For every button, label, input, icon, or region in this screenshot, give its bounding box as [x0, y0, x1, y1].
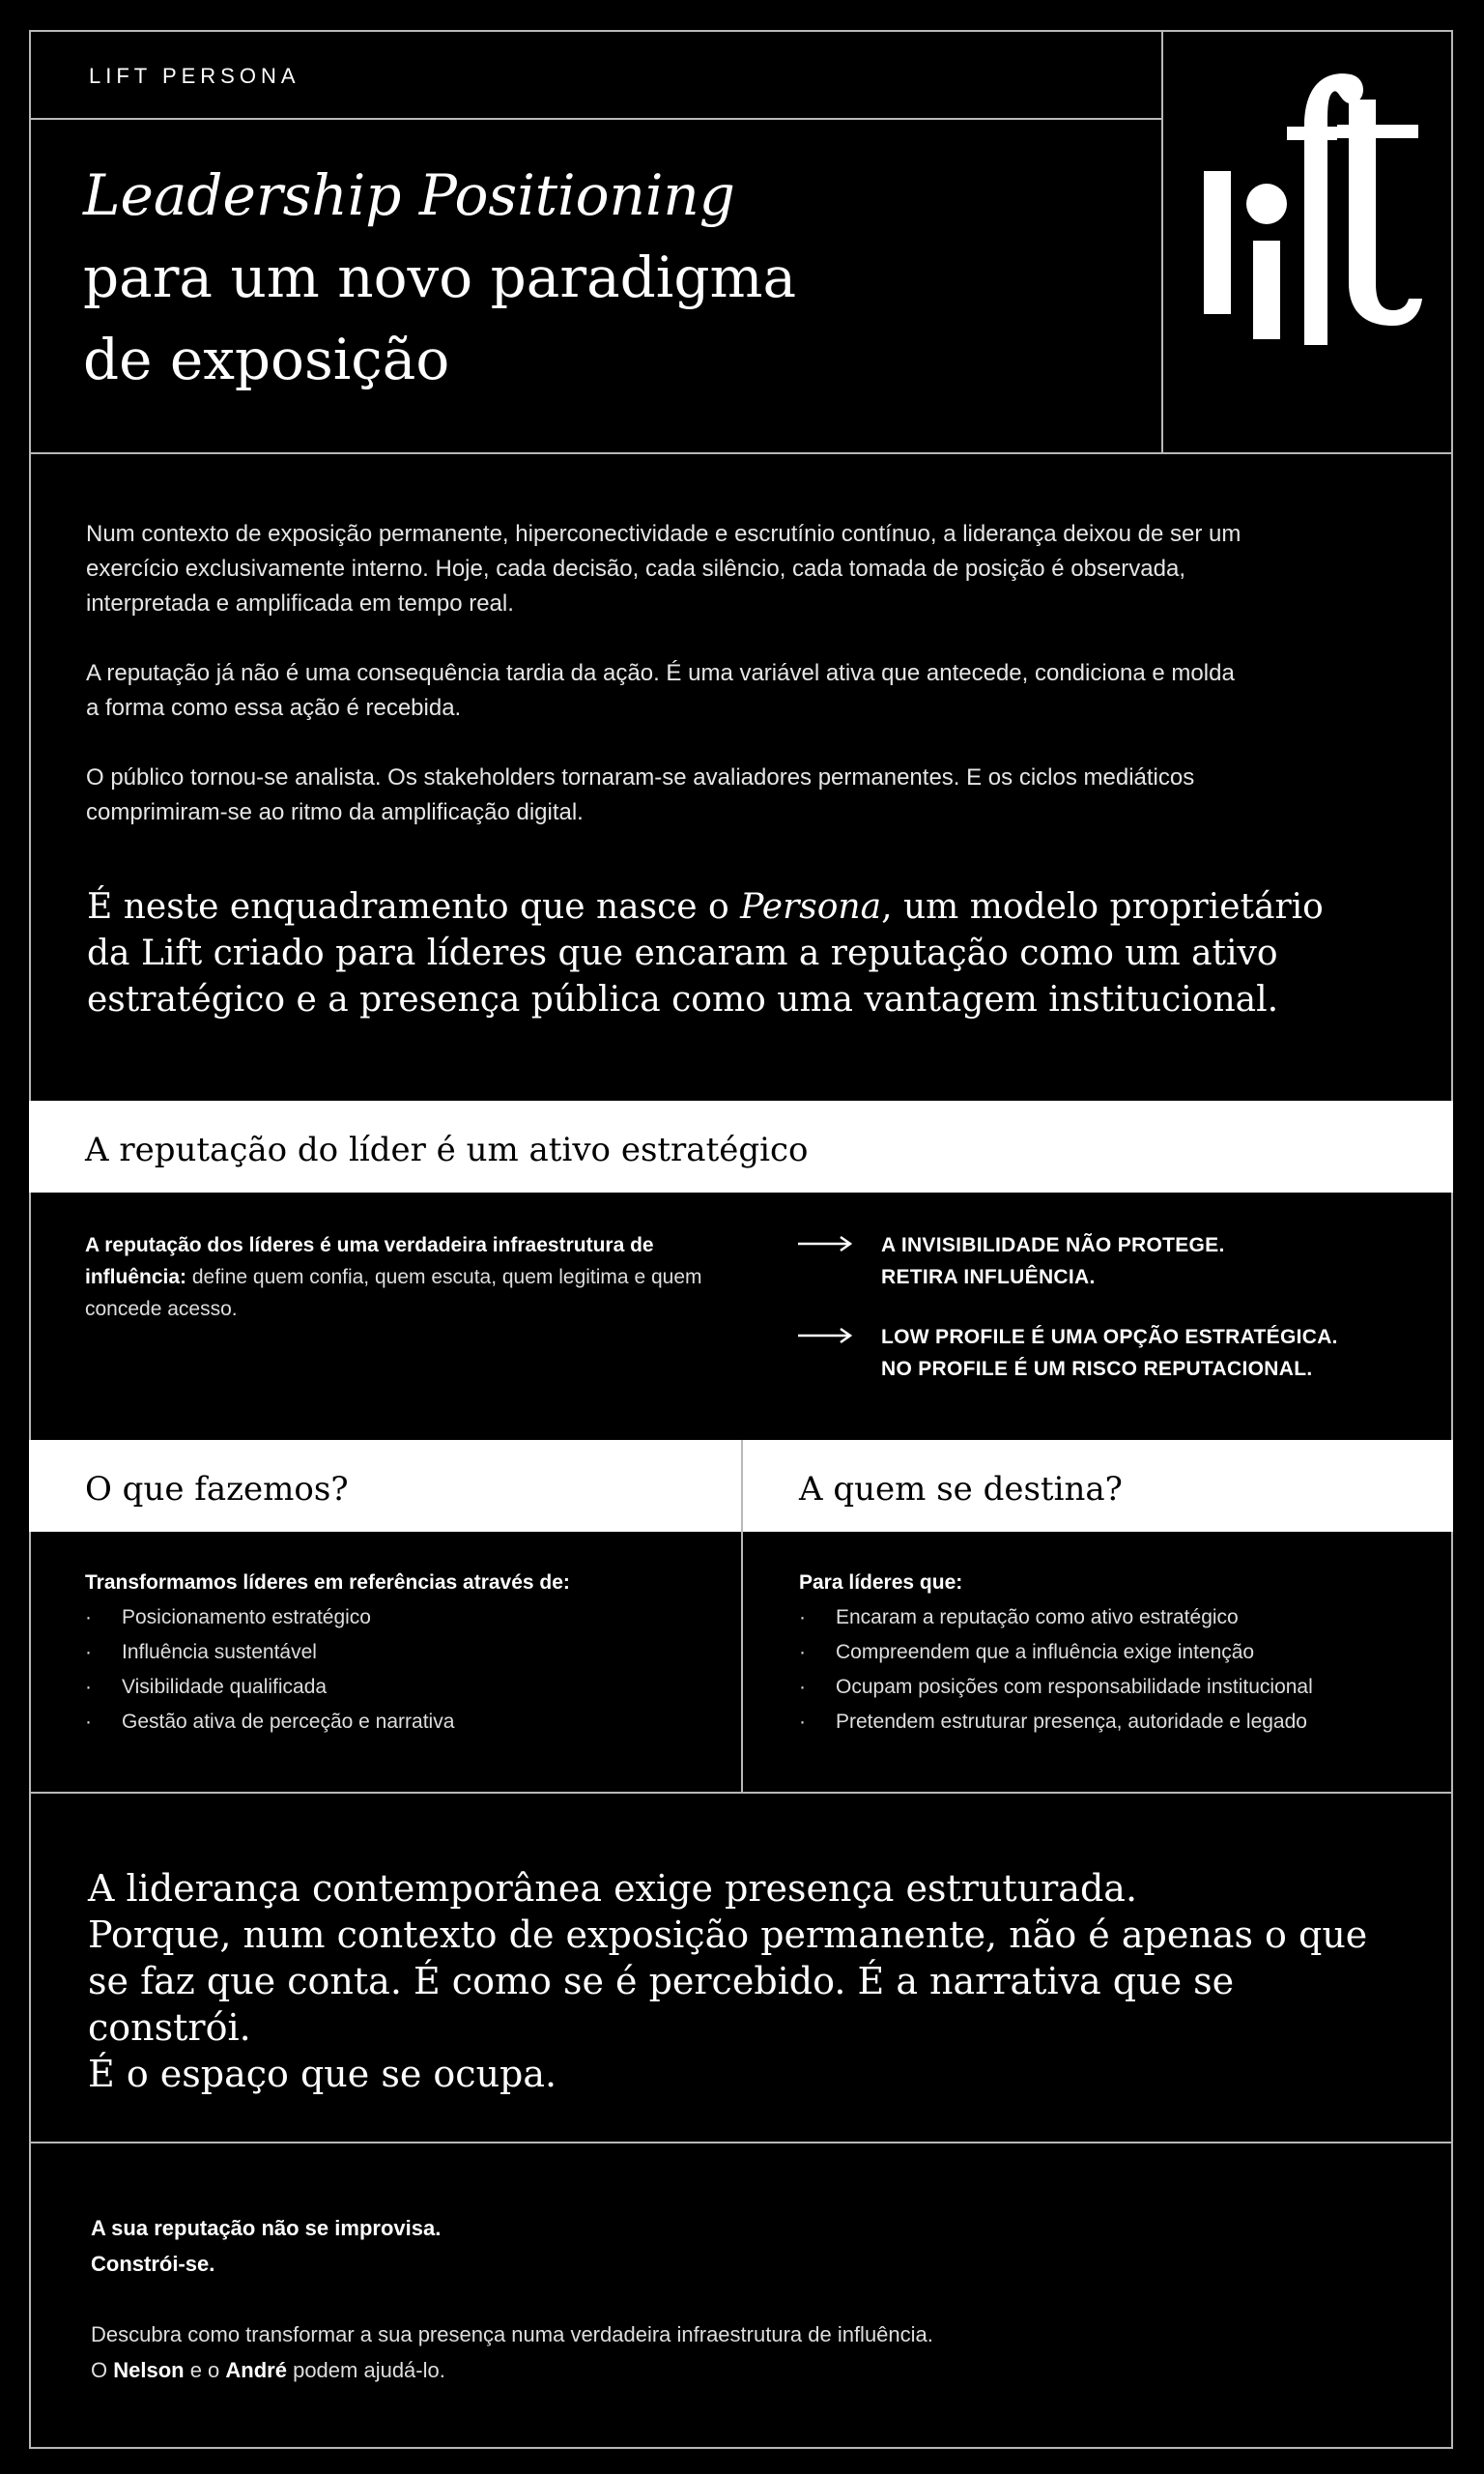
list-item: · Compreendem que a influência exige intenção: [799, 1635, 1437, 1670]
lift-logo: [1161, 30, 1453, 452]
brand-label: LIFT PERSONA: [89, 64, 300, 88]
what-list: [85, 1600, 723, 1740]
intro-paragraph: Num contexto de exposição permanente, hiperconectividade e escrutínio contínuo, a liderança deixou de ser um exercício exclusivamente interno. Hoje, cada decisão, cada silêncio, cada tomada de posição é observada, interpretada e amplificada em tempo real.: [86, 521, 1241, 617]
closing-statement: A liderança contemporânea exige presença estruturada. Porque, num contexto de exposição permanente, não é apenas o que se faz que conta. É como se é percebido. É a narrativa que se constrói. É o espaço que se ocupa.: [88, 1867, 1368, 2095]
who-section: [799, 1566, 1437, 1740]
intro-paragraph: A reputação já não é uma consequência tardia da ação. É uma variável ativa que antecede, condiciona e molda a forma como essa ação é recebida.: [86, 660, 1235, 721]
contact-name: André: [225, 2358, 287, 2382]
statement-invisibility: A INVISIBILIDADE NÃO PROTEGE. RETIRA INFLUÊNCIA.: [881, 1234, 1225, 1288]
cta-text: Descubra como transformar a sua presença numa verdadeira infraestrutura de influência.: [91, 2322, 933, 2346]
contact-name: Nelson: [113, 2358, 185, 2382]
list-item: · Ocupam posições com responsabilidade institucional: [799, 1670, 1437, 1705]
call-to-action: [91, 2210, 1250, 2388]
who-intro: Para líderes que:: [799, 1571, 963, 1594]
persona-term: Persona: [740, 887, 882, 927]
header-divider: [29, 118, 1163, 120]
list-item: · Encaram a reputação como ativo estratégico: [799, 1600, 1437, 1635]
intro-paragraph: O público tornou-se analista. Os stakeholders tornaram-se avaliadores permanentes. E os ciclos mediáticos comprimiram-se ao ritmo da amplificação digital.: [86, 764, 1195, 825]
cta-contacts: O Nelson e o André podem ajudá-lo.: [91, 2358, 445, 2382]
list-item: · Posicionamento estratégico: [85, 1600, 723, 1635]
list-item: · Gestão ativa de perceção e narrativa: [85, 1705, 723, 1740]
title-line-2: para um novo paradigma: [83, 245, 797, 310]
arrow-right-icon: [798, 1234, 854, 1253]
arrow-right-icon: [798, 1326, 854, 1345]
list-item: · Visibilidade qualificada: [85, 1670, 723, 1705]
what-section: [85, 1566, 723, 1740]
cta-headline: A sua reputação não se improvisa.: [91, 2216, 442, 2240]
closing-bottom-rule: [29, 2142, 1453, 2143]
title-line-3: de exposição: [83, 327, 450, 392]
what-title: O que fazemos?: [85, 1470, 349, 1509]
reputation-body: A reputação dos líderes é uma verdadeira infraestrutura de influência: define quem confia, quem escuta, quem legitima e quem concede acesso.: [85, 1234, 702, 1320]
list-item: · Pretendem estruturar presença, autoridade e legado: [799, 1705, 1437, 1740]
who-list: [799, 1600, 1437, 1740]
title-italic: Leadership Positioning: [83, 162, 735, 228]
who-title: A quem se destina?: [799, 1470, 1123, 1509]
columns-bottom-rule: [29, 1792, 1453, 1794]
statement-low-profile: LOW PROFILE É UMA OPÇÃO ESTRATÉGICA. NO PROFILE É UM RISCO REPUTACIONAL.: [881, 1326, 1338, 1380]
header-bottom-rule: [29, 452, 1453, 454]
lead-statement: É neste enquadramento que nasce o Persona, um modelo proprietário da Lift criado para líderes que encaram a reputação como um ativo estratégico e a presença pública como uma vantagem institucional.: [87, 887, 1324, 1020]
what-intro: Transformamos líderes em referências através de:: [85, 1571, 570, 1594]
page-title: [83, 155, 796, 401]
intro-text: [86, 517, 1245, 865]
cta-headline: Constrói-se.: [91, 2252, 215, 2276]
reputation-title: A reputação do líder é um ativo estratégico: [85, 1131, 809, 1169]
columns-divider: [741, 1440, 743, 1794]
list-item: · Influência sustentável: [85, 1635, 723, 1670]
